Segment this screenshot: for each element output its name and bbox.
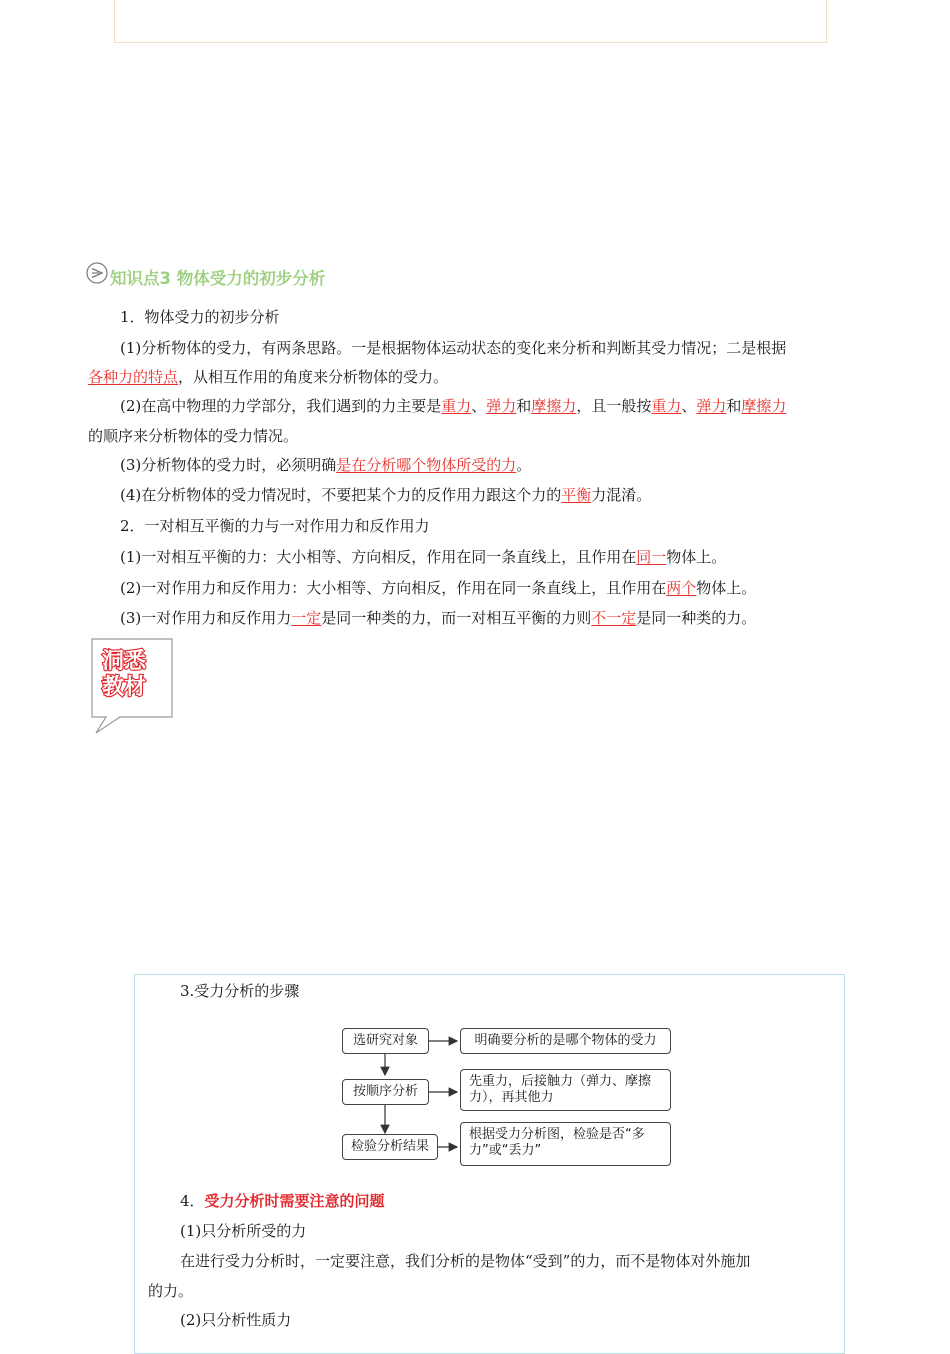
answer-blank: 弹力 bbox=[486, 397, 517, 415]
top-frame-box bbox=[114, 0, 827, 43]
flow-step-select: 选研究对象 bbox=[342, 1028, 429, 1054]
answer-blank: 重力 bbox=[651, 397, 682, 415]
p1-s2-line1: (2)在高中物理的力学部分，我们遇到的力主要是重力、弹力和摩擦力，且一般按重力、弹力和摩擦力 bbox=[120, 397, 787, 415]
answer-blank: 各种力的特点 bbox=[88, 368, 179, 386]
arrow-circle-icon bbox=[86, 262, 108, 284]
answer-blank: 平衡 bbox=[561, 486, 592, 504]
p1-s1-line1: (1)分析物体的受力，有两条思路。一是根据物体运动状态的变化来分析和判断其受力情况；二是根据 bbox=[120, 339, 787, 357]
p2-s3: (3)一对作用力和反作用力一定是同一种类的力，而一对相互平衡的力则不一定是同一种类的力。 bbox=[120, 609, 757, 627]
flow-note-order: 先重力，后接触力（弹力、摩擦力），再其他力 bbox=[460, 1069, 671, 1111]
p2-heading: 2．一对相互平衡的力与一对作用力和反作用力 bbox=[120, 517, 430, 535]
flow-step-check: 检验分析结果 bbox=[342, 1134, 438, 1160]
steps-flowchart bbox=[339, 1023, 679, 1173]
answer-blank: 摩擦力 bbox=[531, 397, 577, 415]
answer-blank: 弹力 bbox=[696, 397, 727, 415]
flow-note-select: 明确要分析的是哪个物体的受力 bbox=[460, 1028, 671, 1054]
p2-s1: (1)一对相互平衡的力：大小相等、方向相反，作用在同一条直线上，且作用在同一物体上。 bbox=[120, 548, 727, 566]
p4-sub1-text-line1: 在进行受力分析时，一定要注意，我们分析的是物体“受到”的力，而不是物体对外施加 bbox=[180, 1252, 751, 1270]
answer-blank: 一定 bbox=[291, 609, 322, 627]
textbook-stamp-badge bbox=[90, 637, 174, 735]
p4-sub1: (1)只分析所受的力 bbox=[180, 1222, 307, 1240]
p1-s1-line2: 各种力的特点，从相互作用的角度来分析物体的受力。 bbox=[88, 368, 449, 386]
p4-heading: 4．受力分析时需要注意的问题 bbox=[180, 1192, 385, 1210]
p1-heading: 1．物体受力的初步分析 bbox=[120, 308, 280, 326]
section-title: 知识点3 物体受力的初步分析 bbox=[110, 269, 326, 288]
answer-blank: 是在分析哪个物体所受的力 bbox=[336, 456, 517, 474]
answer-blank: 同一 bbox=[636, 548, 667, 566]
p4-sub1-text-line2: 的力。 bbox=[148, 1282, 194, 1300]
p1-s2-line2: 的顺序来分析物体的受力情况。 bbox=[88, 427, 299, 445]
answer-blank: 不一定 bbox=[591, 609, 637, 627]
stamp-line1: 洞悉 bbox=[101, 649, 147, 674]
p2-s2: (2)一对作用力和反作用力：大小相等、方向相反，作用在同一条直线上，且作用在两个物体上。 bbox=[120, 579, 757, 597]
flow-note-check: 根据受力分析图，检验是否“多力”或“丢力” bbox=[460, 1122, 671, 1166]
answer-blank: 摩擦力 bbox=[741, 397, 787, 415]
stamp-line2: 教材 bbox=[101, 675, 147, 700]
p1-s3: (3)分析物体的受力时，必须明确是在分析哪个物体所受的力。 bbox=[120, 456, 532, 474]
p4-sub2: (2)只分析性质力 bbox=[180, 1311, 292, 1329]
answer-blank: 两个 bbox=[666, 579, 697, 597]
answer-blank: 重力 bbox=[441, 397, 472, 415]
flow-step-order: 按顺序分析 bbox=[342, 1079, 429, 1105]
p1-s4: (4)在分析物体的受力情况时，不要把某个力的反作用力跟这个力的平衡力混淆。 bbox=[120, 486, 652, 504]
p3-heading: 3.受力分析的步骤 bbox=[180, 982, 300, 1000]
